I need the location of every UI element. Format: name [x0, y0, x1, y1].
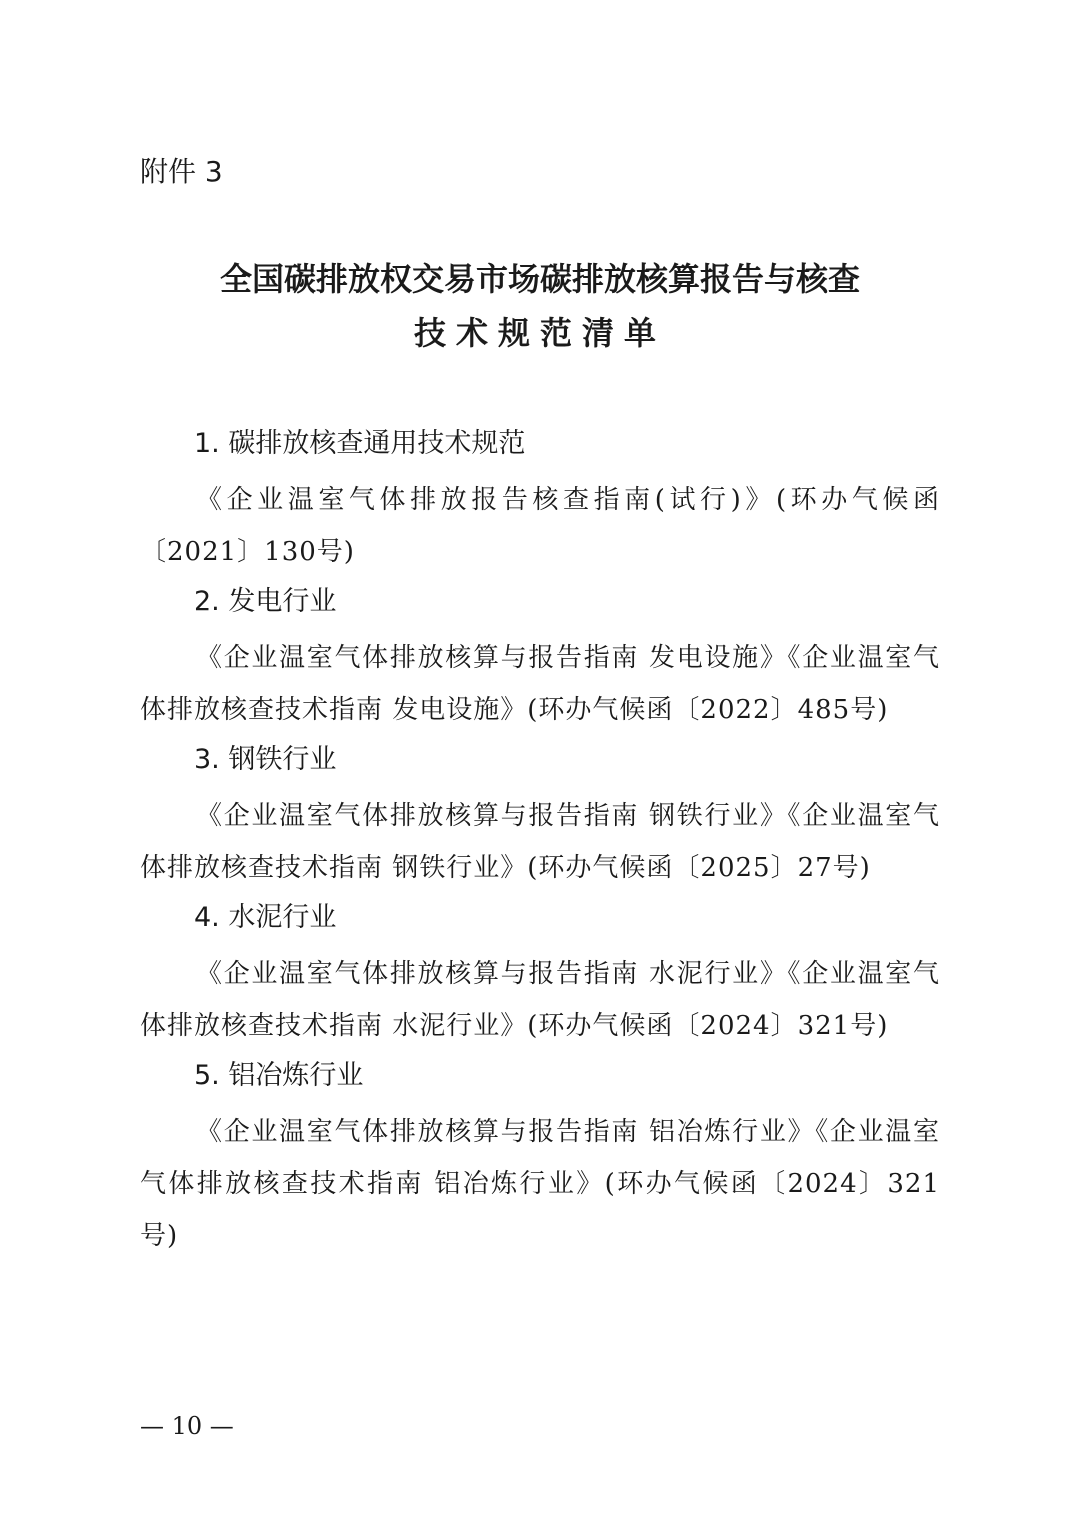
section-heading-5: 5. 铝冶炼行业 [194, 1060, 364, 1091]
section-body-5: 《企业温室气体排放核算与报告指南 铝冶炼行业》《企业温室气体排放核查技术指南 铝冶炼行业》(环办气候函〔2024〕321号) [140, 1117, 940, 1251]
document-title-line-1: 全国碳排放权交易市场碳排放核算报告与核查 [219, 260, 860, 298]
document-title-line-2: 技术规范清单 [413, 314, 666, 352]
attachment-label: 附件 3 [140, 155, 223, 188]
section-heading-3: 3. 钢铁行业 [194, 744, 337, 775]
section-body-3: 《企业温室气体排放核算与报告指南 钢铁行业》《企业温室气体排放核查技术指南 钢铁行业》(环办气候函〔2025〕27号) [140, 801, 940, 883]
section-body-2: 《企业温室气体排放核算与报告指南 发电设施》《企业温室气体排放核查技术指南 发电设施》(环办气候函〔2022〕485号) [140, 643, 940, 725]
section-body-1: 《企业温室气体排放报告核查指南(试行)》(环办气候函〔2021〕130号) [140, 485, 940, 567]
section-heading-4: 4. 水泥行业 [194, 902, 337, 933]
section-heading-2: 2. 发电行业 [194, 586, 337, 617]
section-body-4: 《企业温室气体排放核算与报告指南 水泥行业》《企业温室气体排放核查技术指南 水泥行业》(环办气候函〔2024〕321号) [140, 959, 940, 1041]
section-heading-1: 1. 碳排放核查通用技术规范 [194, 428, 526, 459]
page-number: — 10 — [140, 1412, 234, 1440]
